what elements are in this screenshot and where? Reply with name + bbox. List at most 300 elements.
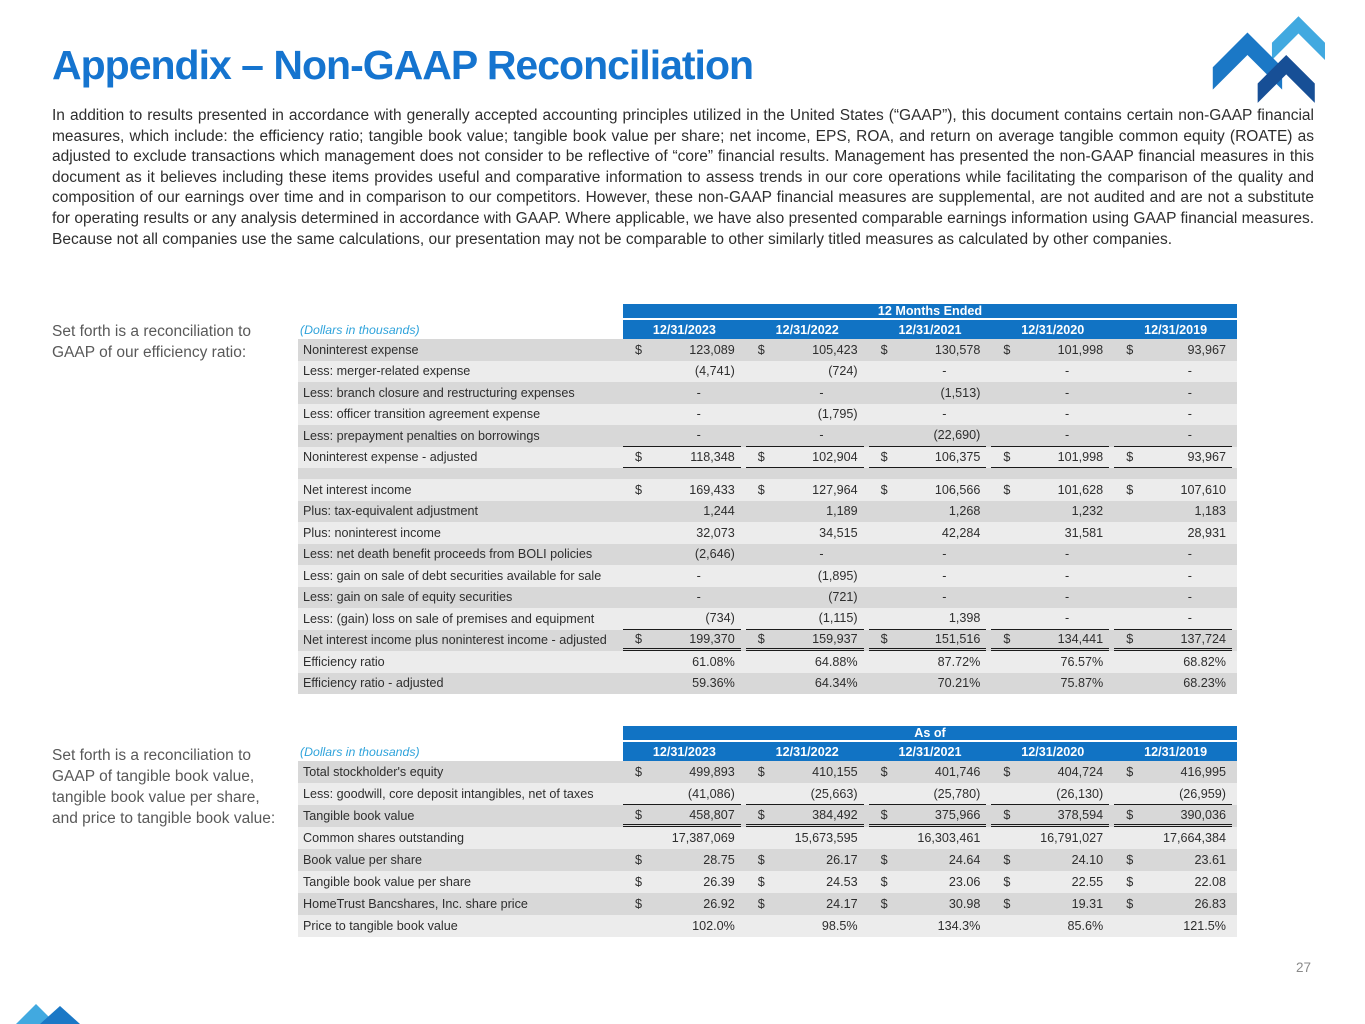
cell-value: 404,724 <box>1057 765 1104 779</box>
column-header: 12/31/2019 <box>1114 320 1237 339</box>
dollar-sign: $ <box>757 342 765 357</box>
value-cell <box>991 651 1109 673</box>
value-cell <box>623 893 741 915</box>
value-cell <box>623 544 741 566</box>
value-cell <box>991 404 1109 426</box>
cell-value: 75.87% <box>1060 676 1104 691</box>
cell-value: 107,610 <box>1180 482 1226 497</box>
spacer-row <box>298 468 1237 479</box>
cell-value: 16,791,027 <box>1040 831 1104 845</box>
value-cell <box>623 565 741 587</box>
cell-value: 159,937 <box>812 631 858 646</box>
row-label: Efficiency ratio <box>303 654 385 669</box>
table-row <box>298 382 1237 404</box>
table-row <box>298 479 1237 501</box>
dollar-sign: $ <box>1126 449 1134 464</box>
dollar-sign: $ <box>1126 765 1134 779</box>
dollar-sign: $ <box>757 765 765 779</box>
cell-value: 199,370 <box>689 631 735 646</box>
dollar-sign: $ <box>635 875 643 889</box>
value-cell <box>746 827 864 849</box>
row-label: Net interest income plus noninterest income - adjusted <box>303 633 607 648</box>
column-header-row <box>298 320 1237 339</box>
value-cell <box>1114 361 1232 383</box>
cell-value: 16,303,461 <box>917 831 981 845</box>
row-label: Less: (gain) loss on sale of premises and equipment <box>303 611 595 626</box>
cell-value: (1,513) <box>940 385 981 400</box>
row-label: Less: prepayment penalties on borrowings <box>303 428 540 443</box>
cell-value: 375,966 <box>934 807 981 822</box>
page-number: 27 <box>1296 960 1312 975</box>
cell-value: 68.82% <box>1183 654 1226 669</box>
cell-value: 24.64 <box>948 853 981 867</box>
value-cell <box>746 673 864 695</box>
cell-value: 101,628 <box>1057 482 1104 497</box>
cell-value: 416,995 <box>1180 765 1226 779</box>
value-cell <box>746 425 864 447</box>
row-label: HomeTrust Bancshares, Inc. share price <box>303 897 528 911</box>
cell-value: - <box>1064 428 1070 443</box>
value-cell <box>746 501 864 523</box>
column-header: 12/31/2023 <box>623 742 746 761</box>
value-cell <box>623 827 741 849</box>
cell-value: 134,441 <box>1057 631 1104 646</box>
value-cell <box>746 871 864 893</box>
table-row <box>298 565 1237 587</box>
value-cell <box>869 361 987 383</box>
value-cell <box>1114 404 1232 426</box>
cell-value: (2,646) <box>694 547 735 562</box>
dollar-sign: $ <box>757 875 765 889</box>
value-cell <box>869 827 987 849</box>
value-cell <box>991 783 1109 805</box>
cell-value: 121.5% <box>1183 919 1226 933</box>
column-header: 12/31/2022 <box>746 320 869 339</box>
row-label: Less: branch closure and restructuring expenses <box>303 385 575 400</box>
cell-value: 151,516 <box>934 631 981 646</box>
value-cell <box>746 587 864 609</box>
row-label: Less: officer transition agreement expense <box>303 407 541 422</box>
cell-value: 1,398 <box>948 611 981 626</box>
cell-value: 106,375 <box>934 449 981 464</box>
cell-value: (734) <box>705 611 735 626</box>
cell-value: - <box>696 407 701 422</box>
row-label: Price to tangible book value <box>303 919 458 933</box>
value-cell <box>991 565 1109 587</box>
column-header: 12/31/2019 <box>1114 742 1237 761</box>
table-row <box>298 893 1237 915</box>
cell-value: 85.6% <box>1067 919 1104 933</box>
value-cell <box>1114 501 1232 523</box>
span-header-row <box>298 304 1237 320</box>
cell-value: - <box>942 407 947 422</box>
cell-value: - <box>1187 428 1192 443</box>
value-cell <box>623 425 741 447</box>
dollar-sign: $ <box>880 765 888 779</box>
value-cell <box>869 447 987 469</box>
cell-value: 410,155 <box>812 765 858 779</box>
dollar-sign: $ <box>1003 807 1011 822</box>
value-cell <box>623 871 741 893</box>
cell-value: 42,284 <box>941 525 981 540</box>
cell-value: 134.3% <box>937 919 981 933</box>
cell-value: 1,268 <box>948 504 981 519</box>
cell-value: (724) <box>828 364 858 379</box>
column-header: 12/31/2023 <box>623 320 746 339</box>
value-cell <box>1114 915 1232 937</box>
value-cell <box>1114 783 1232 805</box>
cell-value: 24.10 <box>1071 853 1104 867</box>
dollar-sign: $ <box>880 875 888 889</box>
value-cell <box>1114 651 1232 673</box>
value-cell <box>623 404 741 426</box>
value-cell <box>1114 893 1232 915</box>
corner-chevrons-decoration <box>12 998 84 1024</box>
cell-value: - <box>1064 568 1070 583</box>
value-cell <box>623 805 741 827</box>
row-label: Less: gain on sale of debt securities available for sale <box>303 568 602 583</box>
cell-value: - <box>1187 407 1192 422</box>
value-cell <box>869 382 987 404</box>
dollar-sign: $ <box>1003 875 1011 889</box>
table-row <box>298 849 1237 871</box>
cell-value: - <box>1187 385 1192 400</box>
cell-value: 101,998 <box>1057 449 1104 464</box>
cell-value: 23.06 <box>948 875 981 889</box>
value-cell <box>1114 522 1232 544</box>
value-cell <box>1114 827 1232 849</box>
page-title: Appendix – Non-GAAP Reconciliation <box>52 42 754 88</box>
dollar-sign: $ <box>635 342 643 357</box>
cell-value: 499,893 <box>689 765 735 779</box>
column-header-row <box>298 742 1237 761</box>
table-row <box>298 544 1237 566</box>
dollar-sign: $ <box>635 631 643 646</box>
value-cell <box>991 630 1109 652</box>
column-header: 12/31/2022 <box>746 742 869 761</box>
value-cell <box>623 630 741 652</box>
dollar-sign: $ <box>757 449 765 464</box>
cell-value: 26.83 <box>1194 897 1226 911</box>
cell-value: 106,566 <box>934 482 981 497</box>
cell-value: 22.08 <box>1194 875 1226 889</box>
cell-value: (22,690) <box>933 428 981 443</box>
cell-value: (4,741) <box>694 364 735 379</box>
row-label: Book value per share <box>303 853 423 867</box>
dollar-sign: $ <box>1126 482 1134 497</box>
dollar-sign: $ <box>880 853 888 867</box>
value-cell <box>746 651 864 673</box>
dollar-sign: $ <box>1003 853 1011 867</box>
value-cell <box>746 361 864 383</box>
row-label: Efficiency ratio - adjusted <box>303 676 444 691</box>
cell-value: 98.5% <box>821 919 858 933</box>
dollar-sign: $ <box>635 853 643 867</box>
cell-value: 68.23% <box>1183 676 1226 691</box>
value-cell <box>623 447 741 469</box>
value-cell <box>1114 425 1232 447</box>
row-label: Plus: noninterest income <box>303 525 441 540</box>
dollar-sign: $ <box>757 853 765 867</box>
table-row <box>298 608 1237 630</box>
cell-value: - <box>696 428 701 443</box>
cell-value: 70.21% <box>937 676 981 691</box>
cell-value: 123,089 <box>689 342 735 357</box>
dollar-sign: $ <box>757 807 765 822</box>
cell-value: 118,348 <box>690 449 735 464</box>
dollar-sign: $ <box>1126 631 1134 646</box>
cell-value: 390,036 <box>1180 807 1226 822</box>
value-cell <box>869 522 987 544</box>
cell-value: 169,433 <box>689 482 735 497</box>
value-cell <box>1114 871 1232 893</box>
dollar-sign: $ <box>635 482 643 497</box>
cell-value: - <box>1064 385 1070 400</box>
value-cell <box>991 673 1109 695</box>
span-header-label: As of <box>623 726 1237 742</box>
cell-value: 26.92 <box>703 897 735 911</box>
value-cell <box>746 382 864 404</box>
table-row <box>298 915 1237 937</box>
cell-value: (1,115) <box>818 611 858 626</box>
cell-value: 93,967 <box>1187 342 1226 357</box>
cell-value: 105,423 <box>812 342 858 357</box>
table-row <box>298 783 1237 805</box>
dollar-sign: $ <box>635 765 643 779</box>
dollar-sign: $ <box>635 449 643 464</box>
column-header: 12/31/2021 <box>869 320 992 339</box>
value-cell <box>869 608 987 630</box>
table-row <box>298 501 1237 523</box>
cell-value: 26.17 <box>826 853 858 867</box>
row-label: Common shares outstanding <box>303 831 465 845</box>
tangible-book-value-table <box>298 726 1237 937</box>
value-cell <box>623 915 741 937</box>
dollar-sign: $ <box>1126 897 1134 911</box>
dollar-sign: $ <box>880 807 888 822</box>
dollar-sign: $ <box>1003 449 1011 464</box>
table-row <box>298 673 1237 695</box>
table-row <box>298 339 1237 361</box>
value-cell <box>623 522 741 544</box>
cell-value: 24.17 <box>826 897 858 911</box>
row-label: Plus: tax-equivalent adjustment <box>303 504 479 519</box>
value-cell <box>746 479 864 501</box>
cell-value: 1,183 <box>1194 504 1226 519</box>
value-cell <box>991 893 1109 915</box>
value-cell <box>623 339 741 361</box>
table-row <box>298 805 1237 827</box>
units-label: (Dollars in thousands) <box>298 320 623 339</box>
cell-value: - <box>819 547 824 562</box>
table-row <box>298 522 1237 544</box>
value-cell <box>746 608 864 630</box>
cell-value: 401,746 <box>934 765 981 779</box>
table1-caption: Set forth is a reconciliation to GAAP of our efficiency ratio: <box>52 323 252 361</box>
value-cell <box>869 630 987 652</box>
table-row <box>298 447 1237 469</box>
dollar-sign: $ <box>1003 342 1011 357</box>
value-cell <box>991 587 1109 609</box>
value-cell <box>1114 447 1232 469</box>
value-cell <box>869 501 987 523</box>
value-cell <box>1114 544 1232 566</box>
column-header: 12/31/2020 <box>991 742 1114 761</box>
units-spacer <box>298 726 623 742</box>
cell-value: 102,904 <box>812 449 858 464</box>
cell-value: 1,244 <box>703 504 735 519</box>
cell-value: 130,578 <box>934 342 981 357</box>
value-cell <box>991 425 1109 447</box>
cell-value: 61.08% <box>692 654 735 669</box>
value-cell <box>746 404 864 426</box>
row-label: Less: gain on sale of equity securities <box>303 590 513 605</box>
dollar-sign: $ <box>757 482 765 497</box>
value-cell <box>1114 587 1232 609</box>
cell-value: 384,492 <box>812 807 858 822</box>
cell-value: - <box>942 590 947 605</box>
cell-value: (26,959) <box>1179 786 1226 801</box>
cell-value: 458,807 <box>689 807 735 822</box>
cell-value: 87.72% <box>937 654 981 669</box>
value-cell <box>623 651 741 673</box>
units-label: (Dollars in thousands) <box>298 742 623 761</box>
cell-value: (1,795) <box>817 407 858 422</box>
value-cell <box>746 565 864 587</box>
dollar-sign: $ <box>1126 807 1134 822</box>
value-cell <box>991 479 1109 501</box>
cell-value: 102.0% <box>692 919 735 933</box>
value-cell <box>1114 630 1232 652</box>
value-cell <box>746 339 864 361</box>
value-cell <box>623 382 741 404</box>
row-label: Tangible book value <box>303 809 415 823</box>
value-cell <box>623 849 741 871</box>
value-cell <box>1114 805 1232 827</box>
value-cell <box>869 404 987 426</box>
dollar-sign: $ <box>1126 875 1134 889</box>
value-cell <box>746 630 864 652</box>
cell-value: 30.98 <box>948 897 981 911</box>
cell-value: - <box>1064 407 1070 422</box>
cell-value: 17,387,069 <box>671 831 735 845</box>
table-row <box>298 871 1237 893</box>
cell-value: (721) <box>828 590 858 605</box>
value-cell <box>991 522 1109 544</box>
row-label: Noninterest expense - adjusted <box>303 450 478 465</box>
cell-value: 22.55 <box>1071 875 1104 889</box>
value-cell <box>1114 673 1232 695</box>
cell-value: - <box>1064 611 1070 626</box>
value-cell <box>746 805 864 827</box>
value-cell <box>623 361 741 383</box>
value-cell <box>991 805 1109 827</box>
cell-value: - <box>1187 364 1192 379</box>
value-cell <box>991 761 1109 783</box>
dollar-sign: $ <box>1126 853 1134 867</box>
column-header: 12/31/2020 <box>991 320 1114 339</box>
cell-value: - <box>696 590 701 605</box>
cell-value: 31,581 <box>1064 525 1104 540</box>
value-cell <box>869 915 987 937</box>
value-cell <box>1114 761 1232 783</box>
table-row <box>298 827 1237 849</box>
cell-value: 137,724 <box>1180 631 1226 646</box>
value-cell <box>869 544 987 566</box>
cell-value: - <box>1187 547 1192 562</box>
cell-value: (1,895) <box>817 568 858 583</box>
row-label: Total stockholder's equity <box>303 765 444 779</box>
cell-value: 127,964 <box>812 482 858 497</box>
row-label: Tangible book value per share <box>303 875 472 889</box>
value-cell <box>1114 608 1232 630</box>
cell-value: 378,594 <box>1057 807 1104 822</box>
cell-value: (26,130) <box>1056 786 1104 801</box>
value-cell <box>991 382 1109 404</box>
cell-value: - <box>1187 611 1192 626</box>
cell-value: 76.57% <box>1060 654 1104 669</box>
dollar-sign: $ <box>757 631 765 646</box>
table2-caption: Set forth is a reconciliation to GAAP of tangible book value, tangible book value per share, and price to tangible book value: <box>52 747 276 827</box>
dollar-sign: $ <box>880 482 888 497</box>
value-cell <box>869 893 987 915</box>
cell-value: 101,998 <box>1057 342 1104 357</box>
cell-value: 93,967 <box>1187 449 1226 464</box>
cell-value: - <box>819 385 824 400</box>
cell-value: - <box>1064 364 1070 379</box>
dollar-sign: $ <box>880 449 888 464</box>
dollar-sign: $ <box>1003 897 1011 911</box>
row-label: Net interest income <box>303 482 412 497</box>
row-label: Less: goodwill, core deposit intangibles, net of taxes <box>303 787 594 801</box>
cell-value: - <box>696 568 701 583</box>
dollar-sign: $ <box>635 897 643 911</box>
value-cell <box>1114 382 1232 404</box>
table-row <box>298 425 1237 447</box>
cell-value: - <box>1187 568 1192 583</box>
value-cell <box>746 544 864 566</box>
dollar-sign: $ <box>1003 631 1011 646</box>
value-cell <box>869 651 987 673</box>
cell-value: 17,664,384 <box>1162 831 1226 845</box>
value-cell <box>869 673 987 695</box>
cell-value: 23.61 <box>1194 853 1226 867</box>
row-label: Noninterest expense <box>303 342 419 357</box>
cell-value: 64.88% <box>814 654 858 669</box>
value-cell <box>991 544 1109 566</box>
value-cell <box>991 827 1109 849</box>
cell-value: - <box>942 547 947 562</box>
cell-value: 1,232 <box>1071 504 1104 519</box>
cell-value: - <box>942 568 947 583</box>
value-cell <box>746 915 864 937</box>
hometrust-chevrons-logo <box>1205 6 1345 108</box>
row-label: Less: merger-related expense <box>303 364 471 379</box>
dollar-sign: $ <box>1003 482 1011 497</box>
value-cell <box>869 761 987 783</box>
value-cell <box>623 673 741 695</box>
value-cell <box>746 849 864 871</box>
cell-value: 26.39 <box>703 875 735 889</box>
value-cell <box>746 893 864 915</box>
value-cell <box>869 479 987 501</box>
value-cell <box>991 339 1109 361</box>
cell-value: - <box>1187 590 1192 605</box>
value-cell <box>869 849 987 871</box>
value-cell <box>869 565 987 587</box>
cell-value: 32,073 <box>696 525 735 540</box>
intro-paragraph: In addition to results presented in accordance with generally accepted accounting principles utilized in the United States (“GAAP”), this document contains certain non-GAAP financial measures, which include: the efficiency ratio; tangible book value; tangible book value per share; net income, EPS, ROA, and return on average tangible common equity (ROATE) as adjusted to exclude transactions which management does not consider to be reflective of “core” financial results. Management has presented the non-GAAP financial measures in this document as it believes including these items provides useful and comparative information to assess trends in our core operations while facilitating the comparison of the quality and composition of our earnings over time and in comparison to our competitors. However, these non-GAAP financial measures are supplemental, are not audited and are not a substitute for operating results or any analysis determined in accordance with GAAP. Where applicable, we have also presented comparable earnings information using GAAP financial measures. Because not all companies use the same calculations, our presentation may not be comparable to other similarly titled measures as calculated by other companies. <box>52 107 1314 248</box>
